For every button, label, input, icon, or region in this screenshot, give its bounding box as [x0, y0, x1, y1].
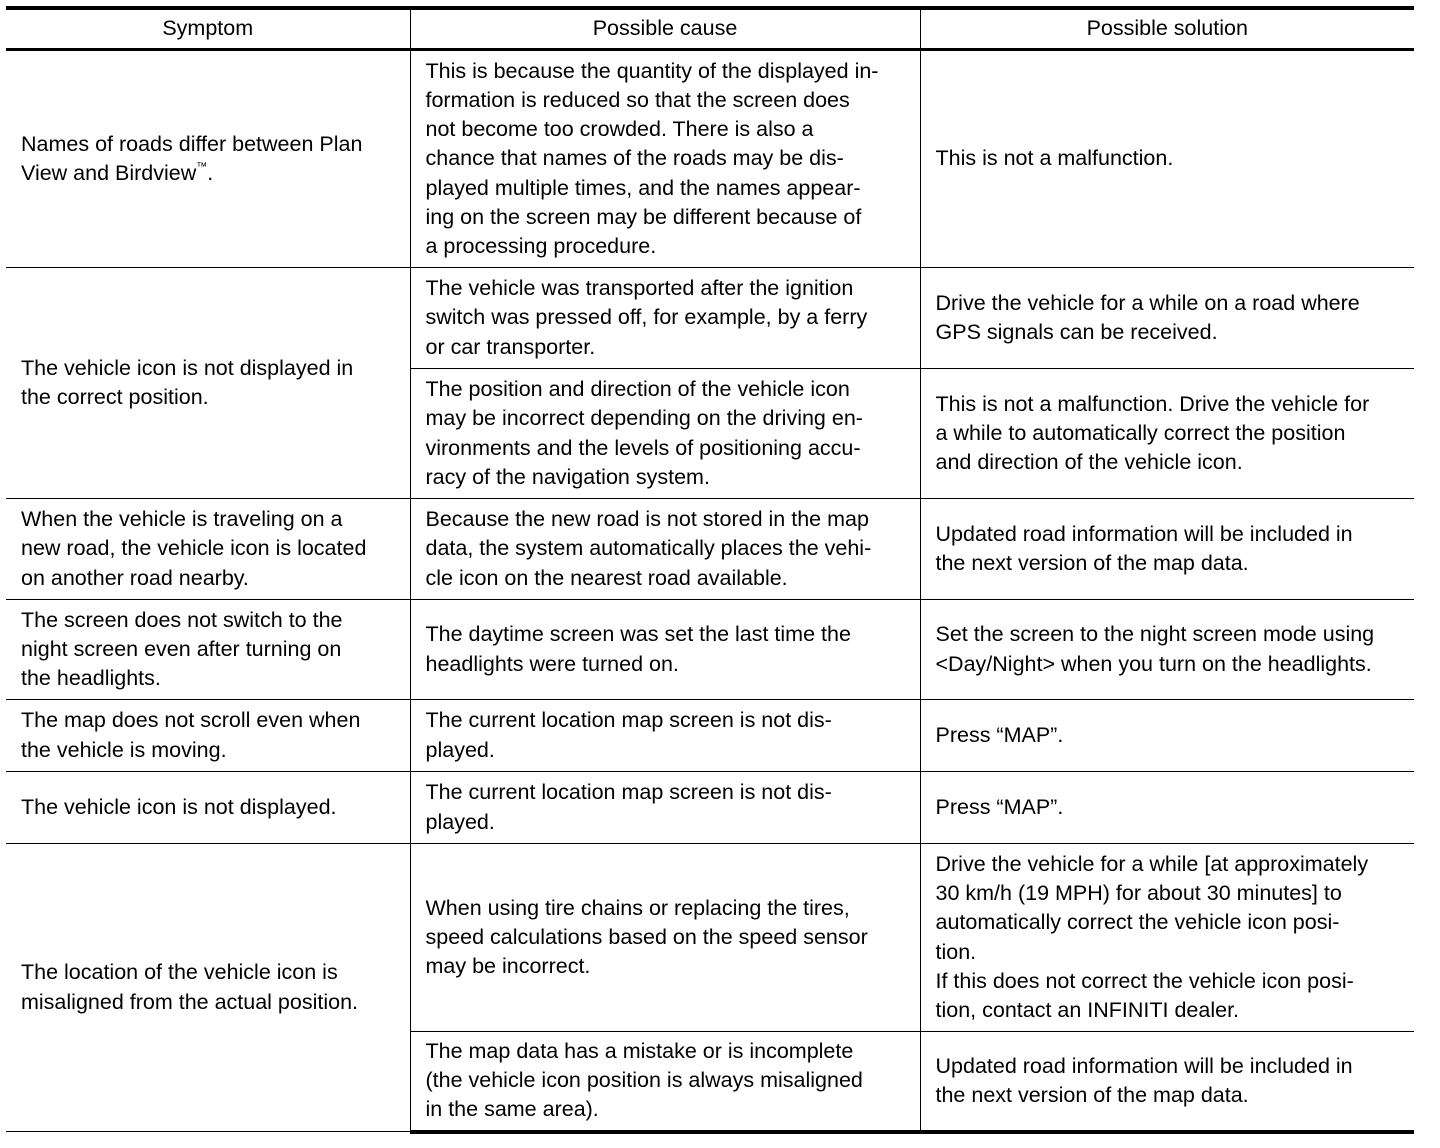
cause-cell: When using tire chains or replacing the tires, speed calculations based on the speed sensor may be incorrect.	[410, 844, 920, 1032]
cause-cell: The position and direction of the vehicle icon may be incorrect depending on the driving en- vironments and the levels of positioning accu- racy of the navigation system.	[410, 369, 920, 499]
symptom-cell: The map does not scroll even when the vehicle is moving.	[6, 700, 410, 772]
header-possible-solution: Possible solution	[920, 8, 1414, 50]
table-row	[6, 499, 1414, 600]
cause-cell: This is because the quantity of the displayed in- formation is reduced so that the screen does not become too crowded. There is also a chance that names of the roads may be dis- played multiple times, and the names appear- ing on the screen may be different because of a processing procedure.	[410, 50, 920, 268]
symptom-text-end: .	[207, 161, 214, 185]
solution-cell: Set the screen to the night screen mode using <Day/Night> when you turn on the headlights.	[920, 600, 1414, 700]
table-row	[6, 772, 1414, 844]
table-row	[6, 268, 1414, 369]
table-header-row	[6, 8, 1414, 50]
symptom-cell: The vehicle icon is not displayed in the correct position.	[6, 268, 410, 499]
solution-cell: Press “MAP”.	[920, 772, 1414, 844]
solution-cell: Updated road information will be included in the next version of the map data.	[920, 499, 1414, 600]
cause-cell: The map data has a mistake or is incomplete (the vehicle icon position is always misaligned in the same area).	[410, 1032, 920, 1132]
cause-cell: Because the new road is not stored in the map data, the system automatically places the vehi- cle icon on the nearest road available.	[410, 499, 920, 600]
symptom-cell: The vehicle icon is not displayed.	[6, 772, 410, 844]
header-symptom: Symptom	[6, 8, 410, 50]
table-row	[6, 844, 1414, 1032]
symptom-text: Names of roads differ between Plan View and Birdview	[21, 131, 363, 185]
table-row	[6, 700, 1414, 772]
trademark-symbol: ™	[196, 161, 208, 173]
header-possible-cause: Possible cause	[410, 8, 920, 50]
solution-cell: This is not a malfunction.	[920, 50, 1414, 268]
cause-cell: The current location map screen is not dis- played.	[410, 772, 920, 844]
cause-cell: The daytime screen was set the last time the headlights were turned on.	[410, 600, 920, 700]
solution-cell: This is not a malfunction. Drive the vehicle for a while to automatically correct the position and direction of the vehicle icon.	[920, 369, 1414, 499]
table-row	[6, 50, 1414, 268]
troubleshooting-table	[6, 6, 1414, 1134]
symptom-cell: The location of the vehicle icon is misaligned from the actual position.	[6, 844, 410, 1132]
symptom-cell: The screen does not switch to the night screen even after turning on the headlights.	[6, 600, 410, 700]
cause-cell: The vehicle was transported after the ignition switch was pressed off, for example, by a ferry or car transporter.	[410, 268, 920, 369]
troubleshooting-table-container	[6, 6, 1414, 1134]
symptom-cell: When the vehicle is traveling on a new road, the vehicle icon is located on another road nearby.	[6, 499, 410, 600]
solution-cell: Updated road information will be included in the next version of the map data.	[920, 1032, 1414, 1132]
cause-cell: The current location map screen is not dis- played.	[410, 700, 920, 772]
solution-cell: Drive the vehicle for a while [at approximately 30 km/h (19 MPH) for about 30 minutes] to automatically correct the vehicle icon posi- tion. If this does not correct the vehicle icon posi- tion, contact an INFINITI dealer.	[920, 844, 1414, 1032]
symptom-cell	[6, 50, 410, 268]
solution-cell: Press “MAP”.	[920, 700, 1414, 772]
solution-cell: Drive the vehicle for a while on a road where GPS signals can be received.	[920, 268, 1414, 369]
table-row	[6, 600, 1414, 700]
